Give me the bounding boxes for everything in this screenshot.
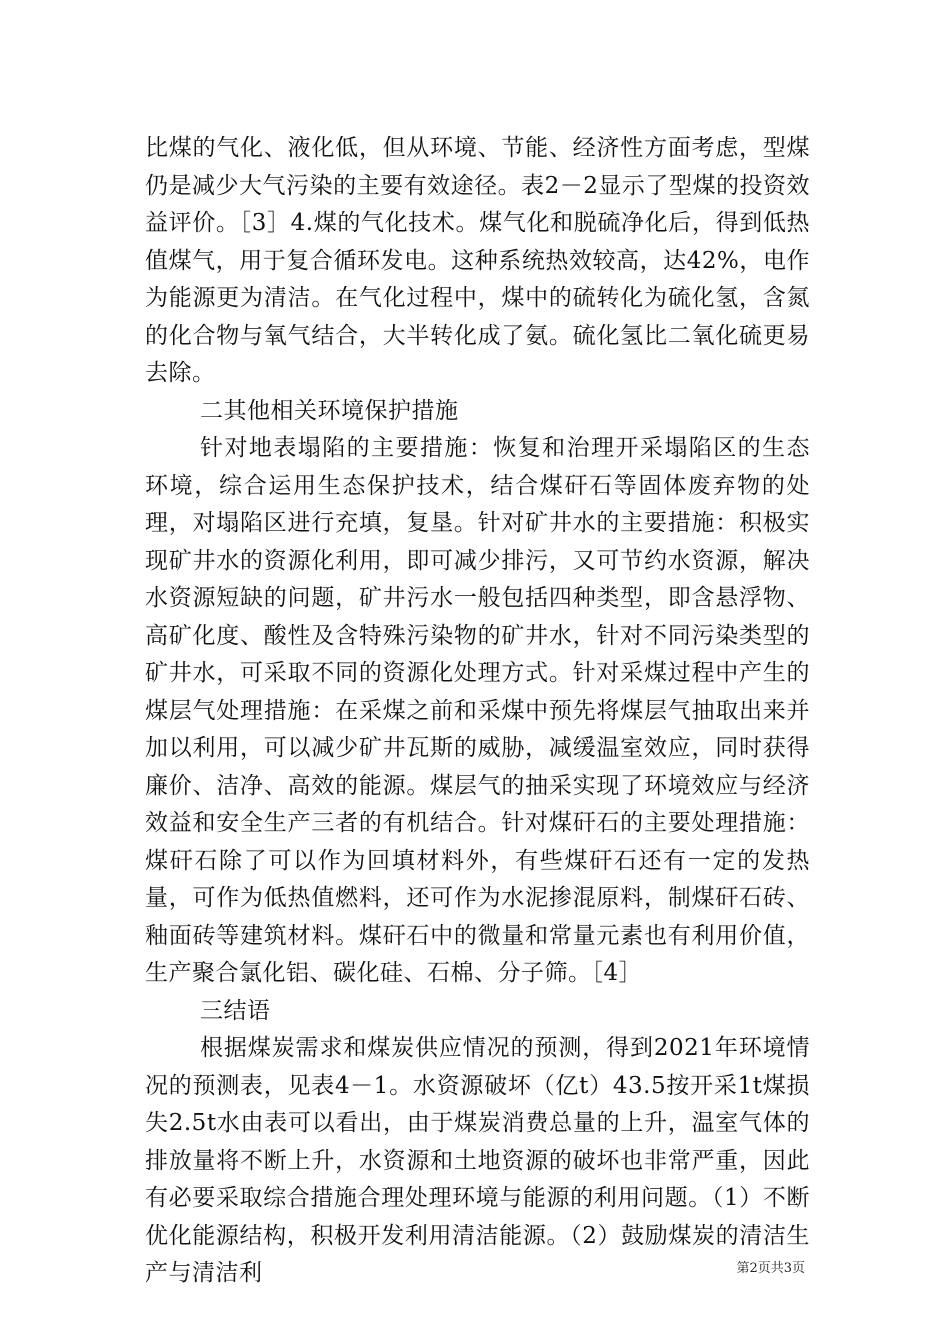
paragraph-gasification: 比煤的气化、液化低，但从环境、节能、经济性方面考虑，型煤仍是减少大气污染的主要有效途径。表2－2显示了型煤的投资效益评价。［3］4.煤的气化技术。煤气化和脱硫净化后，得到低热值煤气，用于复合循环发电。这种系统热效较高，达42%，电作为能源更为清洁。在气化过程中，煤中的硫转化为硫化氢，含氮的化合物与氧气结合，大半转化成了氨。硫化氢比二氧化硫更易去除。 — [145, 135, 810, 386]
paragraph-conclusion: 根据煤炭需求和煤炭供应情况的预测，得到2021年环境情况的预测表，见表4－1。水资源破坏（亿t）43.5按开采1t煤损失2.5t水由表可以看出，由于煤炭消费总量的上升，温室气体的排放量将不断上升，水资源和土地资源的破坏也非常严重，因此有必要采取综合措施合理处理环境与能源的利用问题。（1）不断优化能源结构，积极开发利用清洁能源。（2）鼓励煤炭的清洁生产与清洁利 — [145, 1035, 810, 1286]
section-heading-conclusion: 三结语 — [200, 997, 271, 1024]
page-number: 第2页共3页 — [736, 1261, 805, 1276]
paragraph-environment-measures: 针对地表塌陷的主要措施：恢复和治理开采塌陷区的生态环境，综合运用生态保护技术，结合煤矸石等固体废弃物的处理，对塌陷区进行充填，复垦。针对矿井水的主要措施：积极实现矿井水的资源化利用，即可减少排污，又可节约水资源，解决水资源短缺的问题，矿井污水一般包括四种类型，即含悬浮物、高矿化度、酸性及含特殊污染物的矿井水，针对不同污染类型的矿井水，可采取不同的资源化处理方式。针对采煤过程中产生的煤层气处理措施：在采煤之前和采煤中预先将煤层气抽取出来并加以利用，可以减少矿井瓦斯的威胁，减缓温室效应，同时获得廉价、洁净、高效的能源。煤层气的抽采实现了环境效应与经济效益和安全生产三者的有机结合。针对煤矸石的主要处理措施：煤矸石除了可以作为回填材料外，有些煤矸石还有一定的发热量，可作为低热值燃料，还可作为水泥掺混原料，制煤矸石砖、釉面砖等建筑材料。煤矸石中的微量和常量元素也有利用价值，生产聚合氯化铝、碳化硅、石棉、分子筛。［4］ — [145, 435, 810, 986]
document-body — [145, 130, 810, 1293]
section-heading-other-measures: 二其他相关环境保护措施 — [200, 397, 459, 424]
